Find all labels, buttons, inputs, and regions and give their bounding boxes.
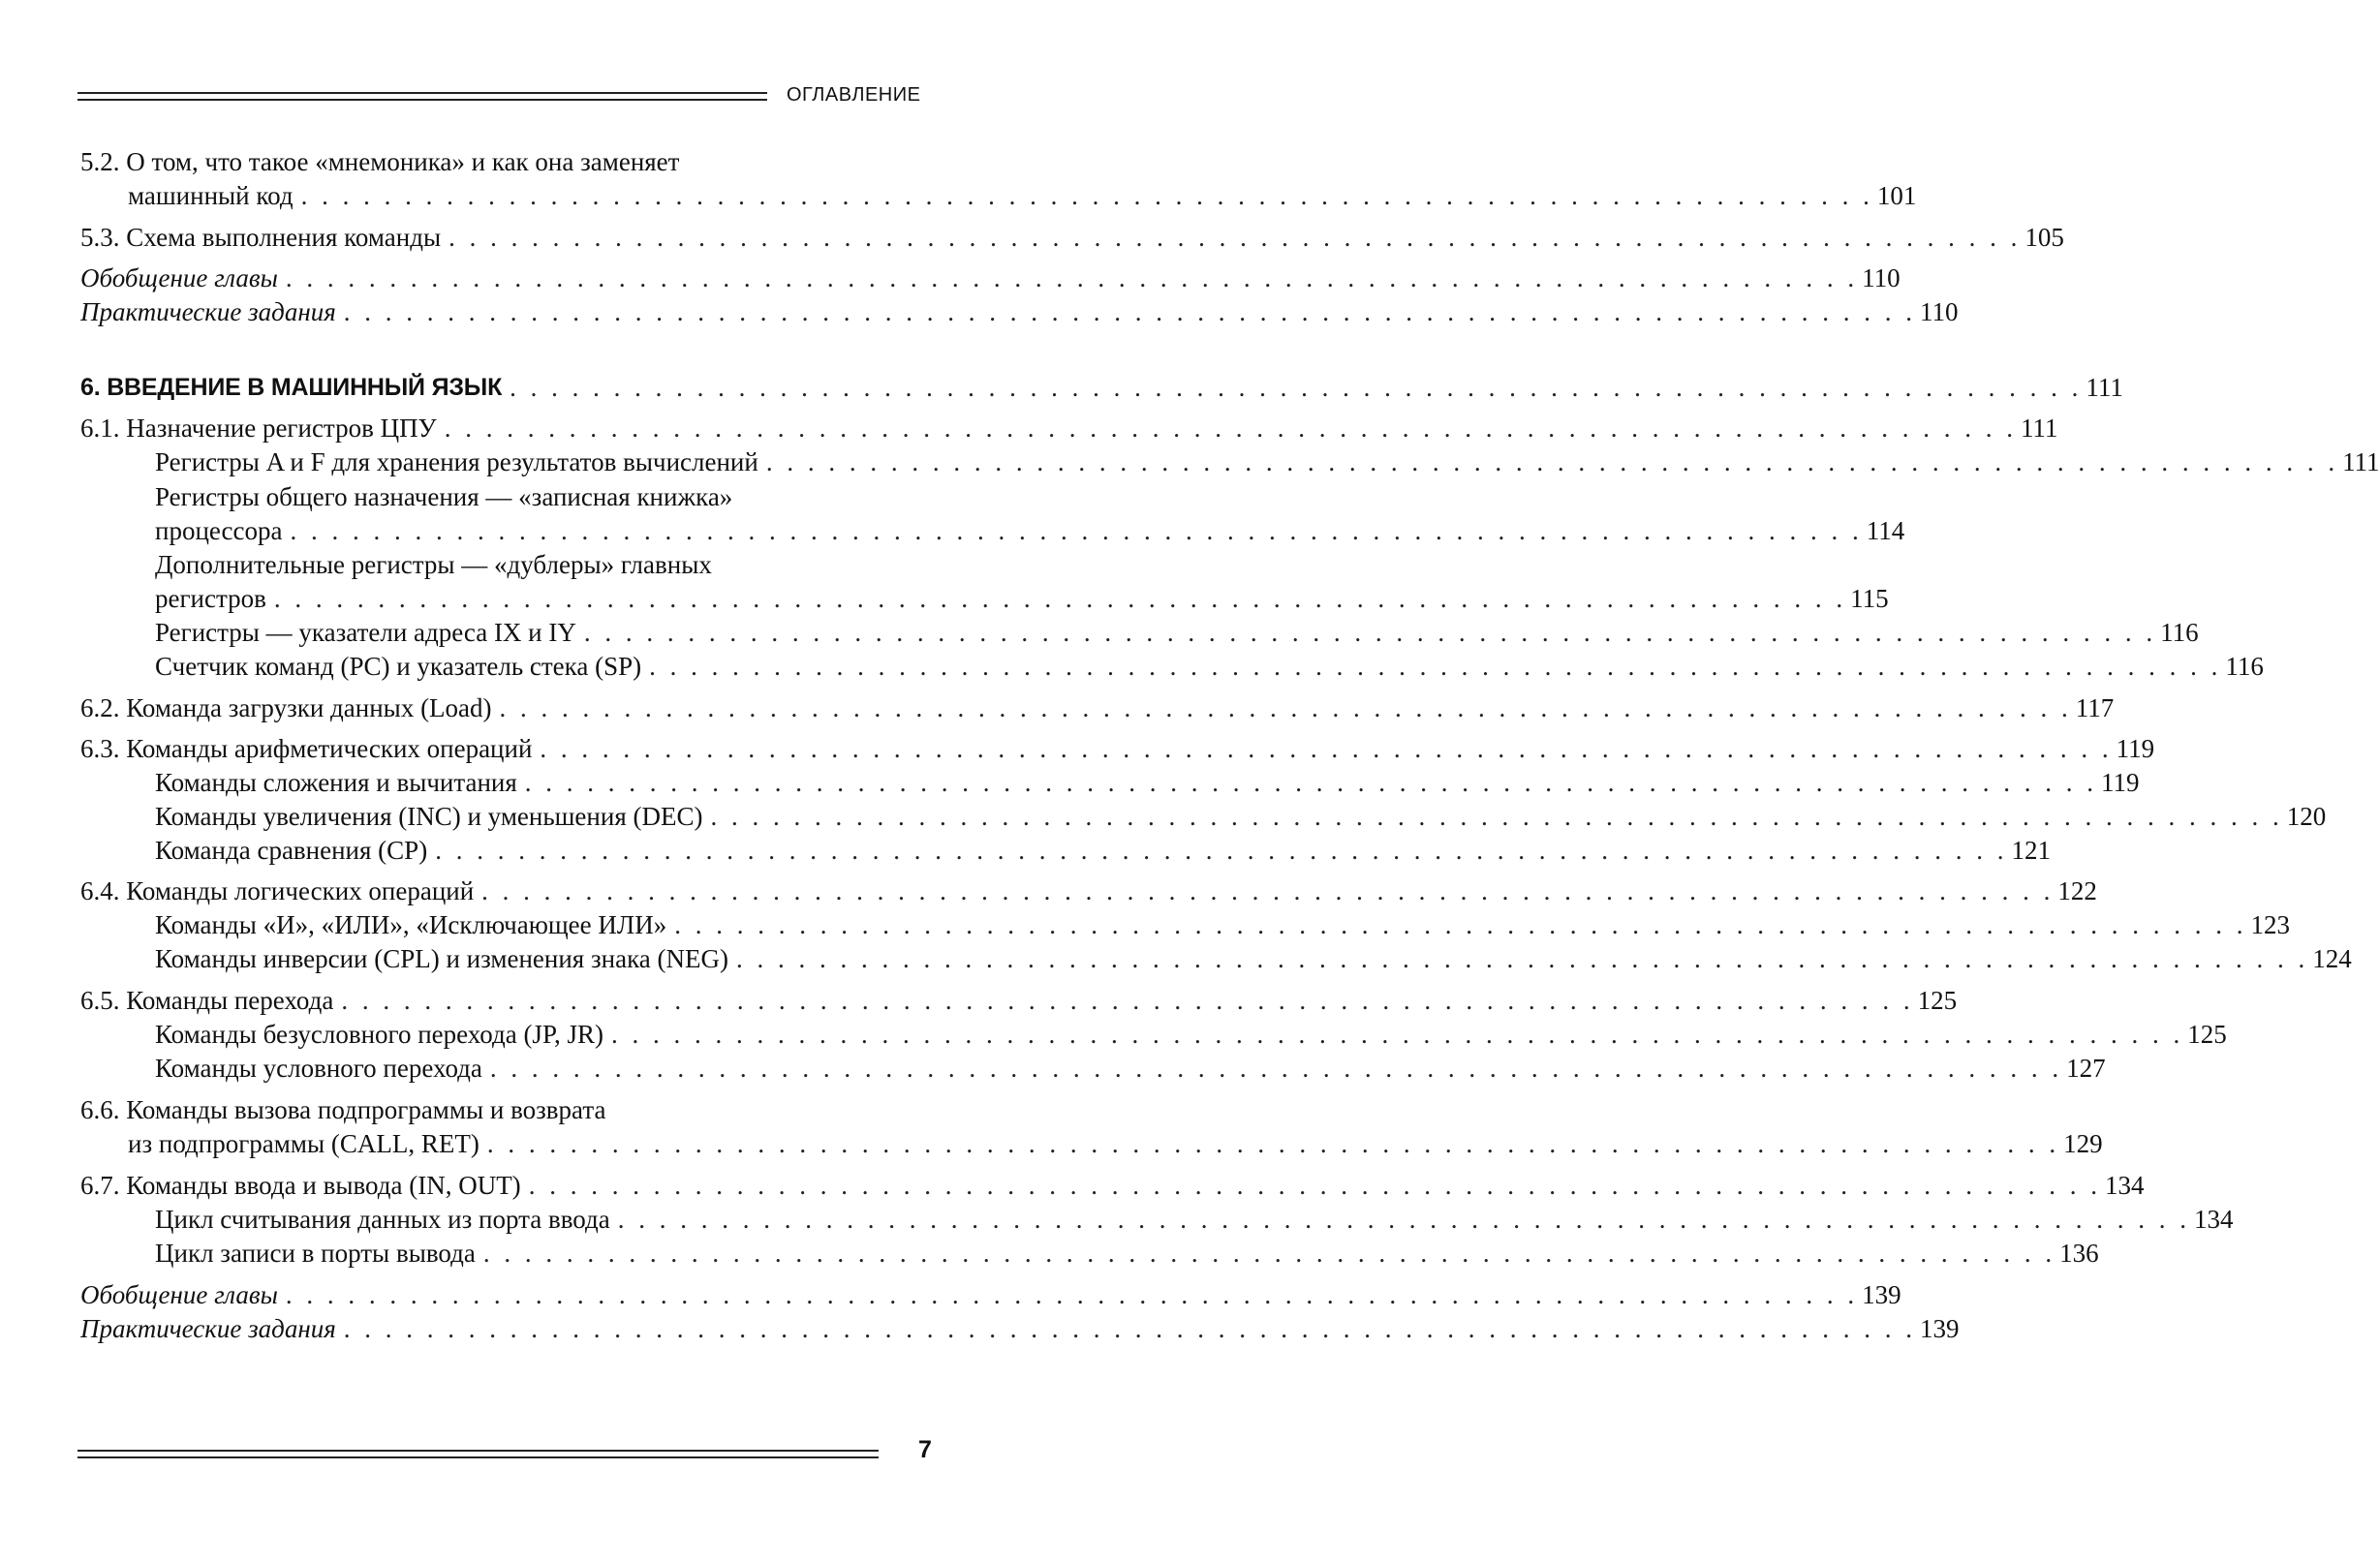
toc-page-number: 136 — [2059, 1239, 2099, 1268]
toc-page-number: 125 — [1917, 986, 1958, 1015]
toc-page-number: 110 — [1920, 297, 1959, 326]
toc-page-number: 101 — [1876, 181, 1917, 210]
toc-entry-title: Дополнительные регистры — «дублеры» главных — [155, 550, 712, 579]
leader-dots: . . . . . . . . . . . . . . . . . . . . . . . . . . . . . . . . . . . . . . . . . . . . . . . . . . . . . . . . . . . . . . . . . . . . . . . . . . . . — [674, 910, 2247, 939]
toc-entry-5-2-continued[interactable] — [128, 179, 1917, 212]
leader-dots: . . . . . . . . . . . . . . . . . . . . . . . . . . . . . . . . . . . . . . . . . . . . . . . . . . . . . . . . . . . . . . . . . . . . . . . . . . . . — [482, 1239, 2056, 1268]
leader-dots: . . . . . . . . . . . . . . . . . . . . . . . . . . . . . . . . . . . . . . . . . . . . . . . . . . . . . . . . . . . . . . . . . . . . . . . . . . . . — [300, 181, 1873, 210]
toc-entry-title: Практические задания — [80, 1314, 336, 1343]
leader-dots: . . . . . . . . . . . . . . . . . . . . . . . . . . . . . . . . . . . . . . . . . . . . . . . . . . . . . . . . . . . . . . . . . . . . . . . . . . . . — [448, 223, 2022, 252]
footer-rule — [77, 1450, 879, 1458]
toc-page-number: 111 — [2342, 447, 2380, 476]
toc-entry-title: Регистры A и F для хранения результатов вычислений — [155, 447, 758, 476]
toc-entry-title: 6.7. Команды ввода и вывода (IN, OUT) — [80, 1171, 521, 1200]
leader-dots: . . . . . . . . . . . . . . . . . . . . . . . . . . . . . . . . . . . . . . . . . . . . . . . . . . . . . . . . . . . . . . . . . . . . . . . . . . . . — [510, 373, 2083, 402]
toc-subentry-index-registers[interactable] — [155, 616, 2199, 649]
leader-dots: . . . . . . . . . . . . . . . . . . . . . . . . . . . . . . . . . . . . . . . . . . . . . . . . . . . . . . . . . . . . . . . . . . . . . . . . . . . . — [341, 986, 1914, 1015]
leader-dots: . . . . . . . . . . . . . . . . . . . . . . . . . . . . . . . . . . . . . . . . . . . . . . . . . . . . . . . . . . . . . . . . . . . . . . . . . . . . — [610, 1020, 2184, 1049]
leader-dots: . . . . . . . . . . . . . . . . . . . . . . . . . . . . . . . . . . . . . . . . . . . . . . . . . . . . . . . . . . . . . . . . . . . . . . . . . . . . — [735, 944, 2309, 973]
leader-dots: . . . . . . . . . . . . . . . . . . . . . . . . . . . . . . . . . . . . . . . . . . . . . . . . . . . . . . . . . . . . . . . . . . . . . . . . . . . . — [481, 876, 2055, 905]
leader-dots: . . . . . . . . . . . . . . . . . . . . . . . . . . . . . . . . . . . . . . . . . . . . . . . . . . . . . . . . . . . . . . . . . . . . . . . . . . . . — [343, 1314, 1917, 1343]
toc-page-number: 111 — [2086, 373, 2123, 402]
toc-page-number: 115 — [1850, 584, 1889, 613]
toc-entry-chapter-5-tasks[interactable] — [80, 295, 1959, 328]
toc-entry-6-4[interactable] — [80, 874, 2097, 907]
toc-page-number: 117 — [2075, 693, 2115, 722]
leader-dots: . . . . . . . . . . . . . . . . . . . . . . . . . . . . . . . . . . . . . . . . . . . . . . . . . . . . . . . . . . . . . . . . . . . . . . . . . . . . — [290, 516, 1863, 545]
chapter-title: 6. ВВЕДЕНИЕ В МАШИННЫЙ ЯЗЫК — [80, 374, 503, 401]
leader-dots: . . . . . . . . . . . . . . . . . . . . . . . . . . . . . . . . . . . . . . . . . . . . . . . . . . . . . . . . . . . . . . . . . . . . . . . . . . . . — [285, 1280, 1859, 1309]
toc-entry-title: машинный код — [128, 181, 294, 210]
toc-page-number: 121 — [2011, 836, 2051, 865]
leader-dots: . . . . . . . . . . . . . . . . . . . . . . . . . . . . . . . . . . . . . . . . . . . . . . . . . . . . . . . . . . . . . . . . . . . . . . . . . . . . — [649, 652, 2222, 681]
toc-entry-title: Обобщение главы — [80, 1280, 278, 1309]
toc-entry-title: процессора — [155, 516, 283, 545]
toc-page-number: 134 — [2104, 1171, 2145, 1200]
toc-entry-6-5[interactable] — [80, 984, 1958, 1017]
toc-entry-title: Команды условного перехода — [155, 1054, 482, 1083]
leader-dots: . . . . . . . . . . . . . . . . . . . . . . . . . . . . . . . . . . . . . . . . . . . . . . . . . . . . . . . . . . . . . . . . . . . . . . . . . . . . — [486, 1129, 2060, 1158]
page-number: 7 — [918, 1436, 932, 1463]
leader-dots: . . . . . . . . . . . . . . . . . . . . . . . . . . . . . . . . . . . . . . . . . . . . . . . . . . . . . . . . . . . . . . . . . . . . . . . . . . . . — [273, 584, 1847, 613]
toc-entry-6-6[interactable] — [80, 1093, 605, 1126]
leader-dots: . . . . . . . . . . . . . . . . . . . . . . . . . . . . . . . . . . . . . . . . . . . . . . . . . . . . . . . . . . . . . . . . . . . . . . . . . . . . — [285, 263, 1859, 292]
toc-subentry-input-cycle[interactable] — [155, 1203, 2234, 1236]
toc-entry-title: Счетчик команд (PC) и указатель стека (SP) — [155, 652, 642, 681]
toc-entry-title: Регистры — указатели адреса IX и IY — [155, 618, 576, 647]
toc-entry-title: Команды инверсии (CPL) и изменения знака (NEG) — [155, 944, 728, 973]
toc-subentry-jp-jr[interactable] — [155, 1018, 2227, 1051]
toc-page-number: 139 — [1920, 1314, 1960, 1343]
toc-page-number: 119 — [2116, 734, 2155, 763]
toc-subentry-general-registers[interactable] — [155, 480, 732, 513]
toc-entry-6-3[interactable] — [80, 732, 2155, 765]
toc-page-number: 116 — [2225, 652, 2264, 681]
toc-entry-5-2[interactable] — [80, 145, 679, 178]
toc-entry-chapter-6-summary[interactable] — [80, 1278, 1901, 1311]
toc-subentry-additional-registers-continued[interactable] — [155, 582, 1889, 615]
toc-subentry-and-or-xor[interactable] — [155, 908, 2290, 941]
toc-page-number: 123 — [2250, 910, 2290, 939]
toc-entry-title: Команды сложения и вычитания — [155, 768, 517, 797]
toc-page-number: 120 — [2286, 802, 2327, 831]
toc-entry-5-3[interactable] — [80, 221, 2064, 254]
toc-page-number: 129 — [2063, 1129, 2103, 1158]
leader-dots: . . . . . . . . . . . . . . . . . . . . . . . . . . . . . . . . . . . . . . . . . . . . . . . . . . . . . . . . . . . . . . . . . . . . . . . . . . . . — [583, 618, 2157, 647]
toc-entry-title: из подпрограммы (CALL, RET) — [128, 1129, 479, 1158]
toc-page-number: 134 — [2193, 1205, 2234, 1234]
toc-subentry-conditional-jump[interactable] — [155, 1052, 2106, 1085]
toc-page-number: 110 — [1862, 263, 1901, 292]
leader-dots: . . . . . . . . . . . . . . . . . . . . . . . . . . . . . . . . . . . . . . . . . . . . . . . . . . . . . . . . . . . . . . . . . . . . . . . . . . . . — [540, 734, 2113, 763]
toc-entry-title: 6.5. Команды перехода — [80, 986, 334, 1015]
toc-page-number: 127 — [2066, 1054, 2106, 1083]
toc-page-number: 139 — [1862, 1280, 1901, 1309]
toc-page-number: 114 — [1866, 516, 1905, 545]
toc-subentry-pc-sp[interactable] — [155, 650, 2264, 683]
leader-dots: . . . . . . . . . . . . . . . . . . . . . . . . . . . . . . . . . . . . . . . . . . . . . . . . . . . . . . . . . . . . . . . . . . . . . . . . . . . . — [765, 447, 2339, 476]
leader-dots: . . . . . . . . . . . . . . . . . . . . . . . . . . . . . . . . . . . . . . . . . . . . . . . . . . . . . . . . . . . . . . . . . . . . . . . . . . . . — [489, 1054, 2063, 1083]
toc-entry-title: Практические задания — [80, 297, 336, 326]
toc-entry-6-1[interactable] — [80, 412, 2058, 444]
toc-entry-6-7[interactable] — [80, 1169, 2145, 1202]
toc-entry-chapter-5-summary[interactable] — [80, 261, 1901, 294]
leader-dots: . . . . . . . . . . . . . . . . . . . . . . . . . . . . . . . . . . . . . . . . . . . . . . . . . . . . . . . . . . . . . . . . . . . . . . . . . . . . — [435, 836, 2008, 865]
toc-entry-title: 6.2. Команда загрузки данных (Load) — [80, 693, 492, 722]
toc-entry-title: регистров — [155, 584, 266, 613]
toc-entry-title: 6.1. Назначение регистров ЦПУ — [80, 414, 437, 443]
toc-entry-title: Цикл считывания данных из порта ввода — [155, 1205, 610, 1234]
leader-dots: . . . . . . . . . . . . . . . . . . . . . . . . . . . . . . . . . . . . . . . . . . . . . . . . . . . . . . . . . . . . . . . . . . . . . . . . . . . . — [617, 1205, 2190, 1234]
toc-subentry-cpl-neg[interactable] — [155, 942, 2352, 975]
toc-page-number: 105 — [2025, 223, 2064, 252]
toc-entry-title: 5.2. О том, что такое «мнемоника» и как она заменяет — [80, 147, 680, 176]
toc-entry-title: Обобщение главы — [80, 263, 278, 292]
leader-dots: . . . . . . . . . . . . . . . . . . . . . . . . . . . . . . . . . . . . . . . . . . . . . . . . . . . . . . . . . . . . . . . . . . . . . . . . . . . . — [444, 414, 2017, 443]
toc-page-number: 116 — [2160, 618, 2199, 647]
toc-entry-title: 5.3. Схема выполнения команды — [80, 223, 442, 252]
toc-entry-title: Команды безусловного перехода (JP, JR) — [155, 1020, 603, 1049]
leader-dots: . . . . . . . . . . . . . . . . . . . . . . . . . . . . . . . . . . . . . . . . . . . . . . . . . . . . . . . . . . . . . . . . . . . . . . . . . . . . — [499, 693, 2072, 722]
toc-entry-chapter-6-tasks[interactable] — [80, 1312, 1960, 1345]
toc-page-number: 124 — [2312, 944, 2352, 973]
running-header: ОГЛАВЛЕНИЕ — [787, 84, 921, 106]
toc-page-number: 111 — [2020, 414, 2058, 443]
toc-entry-title: Команды увеличения (INC) и уменьшения (DEC) — [155, 802, 703, 831]
toc-page-number: 119 — [2101, 768, 2140, 797]
toc-entry-title: 6.4. Команды логических операций — [80, 876, 475, 905]
toc-subentry-registers-a-f[interactable] — [155, 445, 2380, 478]
toc-entry-6-6-continued[interactable] — [128, 1127, 2103, 1160]
toc-subentry-general-registers-continued[interactable] — [155, 514, 1905, 547]
toc-entry-title: Команда сравнения (CP) — [155, 836, 428, 865]
toc-entry-title: Команды «И», «ИЛИ», «Исключающее ИЛИ» — [155, 910, 667, 939]
leader-dots: . . . . . . . . . . . . . . . . . . . . . . . . . . . . . . . . . . . . . . . . . . . . . . . . . . . . . . . . . . . . . . . . . . . . . . . . . . . . — [524, 768, 2098, 797]
leader-dots: . . . . . . . . . . . . . . . . . . . . . . . . . . . . . . . . . . . . . . . . . . . . . . . . . . . . . . . . . . . . . . . . . . . . . . . . . . . . — [710, 802, 2283, 831]
toc-subentry-cp[interactable] — [155, 834, 2051, 867]
toc-subentry-add-sub[interactable] — [155, 766, 2140, 799]
toc-entry-title: 6.3. Команды арифметических операций — [80, 734, 533, 763]
toc-entry-title: 6.6. Команды вызова подпрограммы и возврата — [80, 1095, 606, 1124]
toc-subentry-output-cycle[interactable] — [155, 1237, 2099, 1270]
toc-entry-6-2[interactable] — [80, 691, 2115, 724]
toc-entry-title: Цикл записи в порты вывода — [155, 1239, 476, 1268]
leader-dots: . . . . . . . . . . . . . . . . . . . . . . . . . . . . . . . . . . . . . . . . . . . . . . . . . . . . . . . . . . . . . . . . . . . . . . . . . . . . — [343, 297, 1917, 326]
toc-subentry-inc-dec[interactable] — [155, 800, 2327, 833]
toc-entry-title: Регистры общего назначения — «записная книжка» — [155, 482, 733, 511]
toc-subentry-additional-registers[interactable] — [155, 548, 712, 581]
toc-chapter-6[interactable] — [80, 371, 2123, 404]
toc-page-number: 122 — [2057, 876, 2097, 905]
leader-dots: . . . . . . . . . . . . . . . . . . . . . . . . . . . . . . . . . . . . . . . . . . . . . . . . . . . . . . . . . . . . . . . . . . . . . . . . . . . . — [528, 1171, 2101, 1200]
toc-page-number: 125 — [2187, 1020, 2227, 1049]
